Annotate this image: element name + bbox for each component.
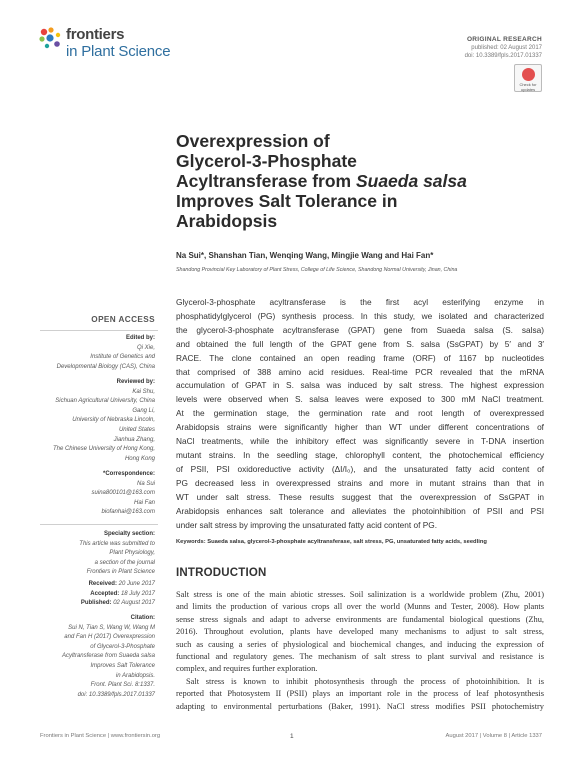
citation-doi-link[interactable]: doi: 10.3389/fpls.2017.01337 <box>77 691 155 698</box>
article-title <box>176 131 516 231</box>
corresponding-email[interactable]: biofanhai@163.com <box>101 509 155 516</box>
journal-brand-bottom: in Plant Science <box>66 43 171 60</box>
check-for-updates-badge[interactable] <box>514 64 542 92</box>
received-row <box>81 580 155 590</box>
body-line: such as causing a series of physiological and biochemical changes, and inducing the expression of <box>176 639 544 649</box>
citation-line: and Fan H (2017) Overexpression <box>64 634 155 641</box>
edited-by-block <box>57 334 155 372</box>
editor-name[interactable]: Qi Xie, <box>136 344 155 351</box>
reviewer-affiliation: The Chinese University of Hong Kong, <box>52 446 155 453</box>
title-line: Overexpression of <box>176 131 330 151</box>
title-line: Arabidopsis <box>176 211 278 231</box>
journal-brand-top: frontiers <box>66 26 125 43</box>
published-label: Published: <box>80 600 112 607</box>
abstract-line: mutant strains. In the seedling stage, chlorophyll content, the photochemical efficiency <box>176 449 544 460</box>
editor-affiliation: Institute of Genetics and <box>90 354 155 361</box>
abstract-line: under salt stress by improving the unsaturated fatty acid content of PG. <box>176 519 438 530</box>
body-line: adapting to environmental perturbations (Baker, 1991). NaCl stress modifies PSII photochemistry <box>176 701 544 711</box>
dates-block <box>81 580 155 609</box>
published-date-sidebar: 02 August 2017 <box>113 600 155 607</box>
reviewer-name[interactable]: Kai Shu, <box>132 388 155 395</box>
article-type: ORIGINAL RESEARCH <box>466 36 542 43</box>
title-species: Suaeda salsa <box>355 171 467 191</box>
citation-label: Citation: <box>130 615 155 621</box>
citation-line: in Arabidopsis. <box>115 672 155 679</box>
reviewer-affiliation: United States <box>118 426 155 433</box>
journal-logo[interactable] <box>38 24 198 64</box>
abstract-line: WT under salt stress. These results suggest that the overexpression of SsGPAT in <box>176 491 544 502</box>
abstract-line: Arabidopsis enhances salt tolerance and alleviates the photoinhibition of PSII and PSI <box>176 505 544 516</box>
specialty-section-block <box>79 530 155 578</box>
abstract-line: Arabidopsis strains were significantly higher than WT under different concentrations of <box>176 422 544 433</box>
reviewer-name[interactable]: Gang Li, <box>132 407 155 414</box>
introduction-body <box>176 589 544 713</box>
section-heading-introduction: INTRODUCTION <box>176 567 267 579</box>
page-number: 1 <box>290 733 294 740</box>
citation-line: Front. Plant Sci. 8:1337. <box>90 682 155 689</box>
reviewer-affiliation: University of Nebraska Lincoln, <box>72 417 155 424</box>
abstract-line: PG decreased less in overexpressed strains and more in mutant strains than that in <box>176 477 544 488</box>
abstract-line: accumulation of GPAT in S. salsa was induced by salt stress. The highest expression <box>176 380 544 391</box>
badge-label: Check for updates <box>519 82 537 92</box>
footer-journal-link[interactable]: Frontiers in Plant Science | www.frontiersin.org <box>40 733 161 739</box>
title-line <box>176 171 516 191</box>
corresponding-author: Hai Fan <box>133 499 155 506</box>
abstract-line: the glycerol-3-phosphate acyltransferase (GPAT) gene from Suaeda salsa (S. salsa) <box>176 324 544 335</box>
specialty-label: Specialty section: <box>103 531 155 537</box>
edited-by-label: Edited by: <box>125 335 155 341</box>
corresponding-author: Na Sui <box>136 480 155 487</box>
footer-volume-info: August 2017 | Volume 8 | Article 1337 <box>445 733 542 739</box>
published-date: published: 02 August 2017 <box>471 45 542 51</box>
title-line: Glycerol-3-Phosphate <box>176 151 357 171</box>
update-icon <box>522 68 535 81</box>
specialty-line: a section of the journal <box>94 559 155 566</box>
title-text: Acyltransferase from <box>176 171 356 191</box>
specialty-line: Frontiers in Plant Science <box>86 569 155 576</box>
accepted-row <box>81 590 155 600</box>
body-line: functional and regulatory genes. The mechanism of salt stress to plant survival and resistance is <box>176 652 544 662</box>
correspondence-block <box>92 470 155 518</box>
citation-line: of Glycerol-3-Phosphate <box>90 643 155 650</box>
reviewer-name[interactable]: Jianhua Zhang, <box>113 436 155 443</box>
reviewed-by-block <box>53 378 155 464</box>
received-date: 20 June 2017 <box>118 581 155 587</box>
received-label: Received: <box>88 581 117 587</box>
abstract-line: At the germination stage, the germination rate and root length of overexpressed <box>176 408 544 419</box>
frontiers-logo-icon <box>38 26 64 52</box>
abstract-line: NaCl treatments, while the inhibitory effect was significantly severe in T-DNA insertion <box>176 436 544 447</box>
published-row <box>81 599 155 609</box>
citation-line: Improves Salt Tolerance <box>90 662 155 669</box>
abstract-line: levels were observed when S. salsa leaves were exposed to 300 mM NaCl treatment. <box>176 394 544 405</box>
body-line: complex, and requires further exploration. <box>176 664 318 674</box>
citation-line: Sui N, Tian S, Wang W, Wang M <box>68 624 155 631</box>
reviewer-affiliation: Sichuan Agricultural University, China <box>55 398 155 405</box>
abstract-line: that comprised of 388 amino acid residues. Real-time PCR revealed that the mRNA <box>176 366 544 377</box>
specialty-line: Plant Physiology, <box>109 550 155 557</box>
keywords: Keywords: Suaeda salsa, glycerol-3-phosphate acyltransferase, salt stress, PG, unsaturated fatty acids, seedling <box>176 539 487 545</box>
specialty-line: This article was submitted to <box>79 540 155 547</box>
title-line: Improves Salt Tolerance in <box>176 191 398 211</box>
body-line: sense stress signals and adapt to adverse environments are fundamental biological questions (Zhu, <box>176 614 544 624</box>
body-line: Salt stress is one of the main abiotic stresses. Soil salinization is a worldwide problem (Zhu, 2001) <box>176 590 544 599</box>
corresponding-email[interactable]: suina800101@163.com <box>91 490 155 497</box>
abstract-line: RACE. The clone contained an open reading frame (ORF) of 1167 bp nucleotides <box>176 352 544 363</box>
citation-block <box>62 614 155 700</box>
abstract <box>176 296 544 532</box>
abstract-line: and obtained the full length of the GPAT gene from S. salsa (SsGPAT) by 5′ and 3′ <box>176 338 544 349</box>
abstract-line: of PSII, PSI oxidoreductive activity (ΔI/I₀), and the unsaturated fatty acid content of <box>176 463 544 474</box>
doi-link[interactable]: doi: 10.3389/fpls.2017.01337 <box>464 53 542 59</box>
citation-line: Acyltransferase from Suaeda salsa <box>61 653 155 660</box>
abstract-line: Glycerol-3-phosphate acyltransferase is the first acyl esterifying enzyme in <box>176 297 544 307</box>
sidebar-divider <box>40 330 158 331</box>
abstract-line: phosphatidylglycerol (PG) synthesis process. In this study, we isolated and characterized <box>176 310 544 321</box>
editor-affiliation: Developmental Biology (CAS), China <box>56 363 155 370</box>
sidebar-divider <box>40 524 158 525</box>
reviewer-affiliation: Hong Kong <box>124 455 155 462</box>
body-line: reported that Photosystem II (PSII) plays an important role in the process of leaf photosynthesis <box>176 689 544 699</box>
affiliation: Shandong Provincial Key Laboratory of Plant Stress, College of Life Science, Shandong Normal University, Jinan, China <box>176 267 458 273</box>
open-access-label: OPEN ACCESS <box>91 315 155 324</box>
body-line: Salt stress is known to inhibit photosynthesis through the process of photoinhibition. It is <box>186 676 544 686</box>
body-line: 2016). Throughout evolution, plants have developed many mechanisms to adjust to salt stress, <box>176 627 544 637</box>
accepted-label: Accepted: <box>90 590 120 597</box>
accepted-date: 18 July 2017 <box>120 590 155 597</box>
correspondence-label: *Correspondence: <box>102 471 155 477</box>
body-line: and limits the production of various crops all over the world (Munns and Tester, 2008). How plants <box>176 602 544 612</box>
author-list[interactable]: Na Sui*, Shanshan Tian, Wenqing Wang, Mingjie Wang and Hai Fan* <box>176 251 434 260</box>
reviewed-by-label: Reviewed by: <box>116 379 155 385</box>
